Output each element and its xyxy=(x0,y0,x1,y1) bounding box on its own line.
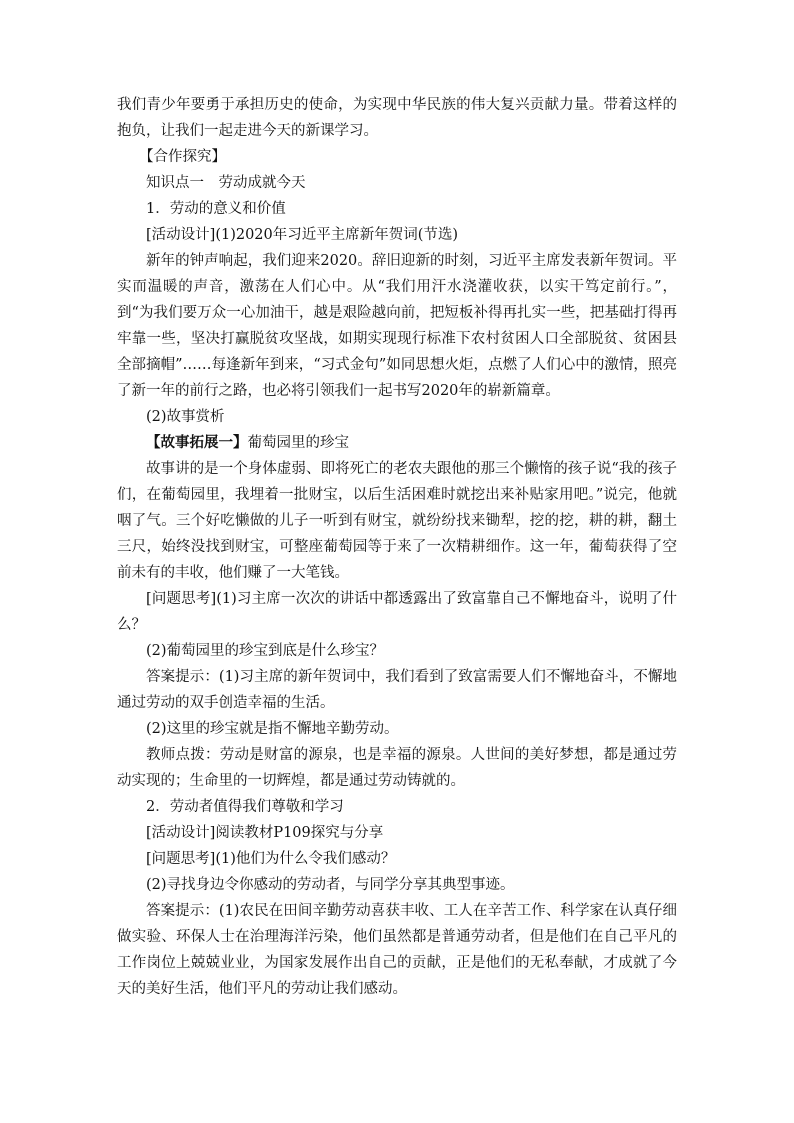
answer-hint-2: (2)这里的珍宝就是指不懈地辛勤劳动。 xyxy=(146,721,399,737)
answer-hint-3: 答案提示：(1)农民在田间辛勤劳动喜获丰收、工人在辛苦工作、科学家在认真仔细做实验、环保人士在治理海洋污染，他们虽然都是普通劳动者，但是他们在自己平凡的工作岗位上兢兢业业，为国家发展作出自己的贡献，正是他们的无私奉献，才成就了今天的美好生活，他们平凡的劳动让我们感动。 xyxy=(117,903,677,997)
question-2: (2)葡萄园里的珍宝到底是什么珍宝？ xyxy=(146,643,385,659)
question-3: [问题思考](1)他们为什么令我们感动？ xyxy=(146,851,396,867)
story-label: (2)故事赏析 xyxy=(146,409,225,425)
subsection-heading-2: 2．劳动者值得我们尊敬和学习 xyxy=(146,799,344,815)
intro-paragraph: 我们青少年要勇于承担历史的使命，为实现中华民族的伟大复兴贡献力量。带着这样的抱负，让我们一起走进今天的新课学习。 xyxy=(117,97,677,139)
activity-design-1: [活动设计](1)2020年习近平主席新年贺词(节选) xyxy=(146,227,459,243)
question-4: (2)寻找身边令你感动的劳动者，与同学分享其典型事迹。 xyxy=(146,877,515,893)
story-title xyxy=(117,430,677,456)
subsection-heading-1: 1．劳动的意义和价值 xyxy=(146,201,286,217)
document-page xyxy=(117,0,677,1002)
answer-hint-1: 答案提示：(1)习主席的新年贺词中，我们看到了致富需要人们不懈地奋斗，不懈地通过劳动的双手创造幸福的生活。 xyxy=(117,669,677,711)
activity-design-2: [活动设计]阅读教材P109探究与分享 xyxy=(146,825,384,841)
knowledge-point-heading: 知识点一 劳动成就今天 xyxy=(146,175,306,191)
story-title-text: 葡萄园里的珍宝 xyxy=(247,435,349,451)
story-title-bracket: 【故事拓展一】 xyxy=(146,434,248,451)
question-1: [问题思考](1)习主席一次次的讲话中都透露出了致富靠自己不懈地奋斗，说明了什么？ xyxy=(117,591,677,633)
section-heading-cooperative: 【合作探究】 xyxy=(139,149,226,165)
teacher-guidance: 教师点拨：劳动是财富的源泉，也是幸福的源泉。人世间的美好梦想，都是通过劳动实现的；生命里的一切辉煌，都是通过劳动铸就的。 xyxy=(117,747,677,789)
story-paragraph: 故事讲的是一个身体虚弱、即将死亡的老农夫跟他的那三个懒惰的孩子说“我的孩子们，在葡萄园里，我埋着一批财宝，以后生活困难时就挖出来补贴家用吧。”说完，他就咽了气。三个好吃懒做的儿子一听到有财宝，就纷纷找来锄犁，挖的挖，耕的耕，翻土三尺，始终没找到财宝，可整座葡萄园等于来了一次精耕细作。这一年，葡萄获得了空前未有的丰收，他们赚了一大笔钱。 xyxy=(117,461,677,581)
speech-excerpt-paragraph: 新年的钟声响起，我们迎来2020。辞旧迎新的时刻，习近平主席发表新年贺词。平实而温暖的声音，激荡在人们心中。从“我们用汗水浇灌收获，以实干笃定前行。”，到“为我们要万众一心加油干，越是艰险越向前，把短板补得再扎实一些，把基础打得再牢靠一些，坚决打赢脱贫攻坚战，如期实现现行标准下农村贫困人口全部脱贫、贫困县全部摘帽”……每逢新年到来，“习式金句”如同思想火炬，点燃了人们心中的激情，照亮了新一年的前行之路，也必将引领我们一起书写2020年的崭新篇章。 xyxy=(117,253,677,399)
